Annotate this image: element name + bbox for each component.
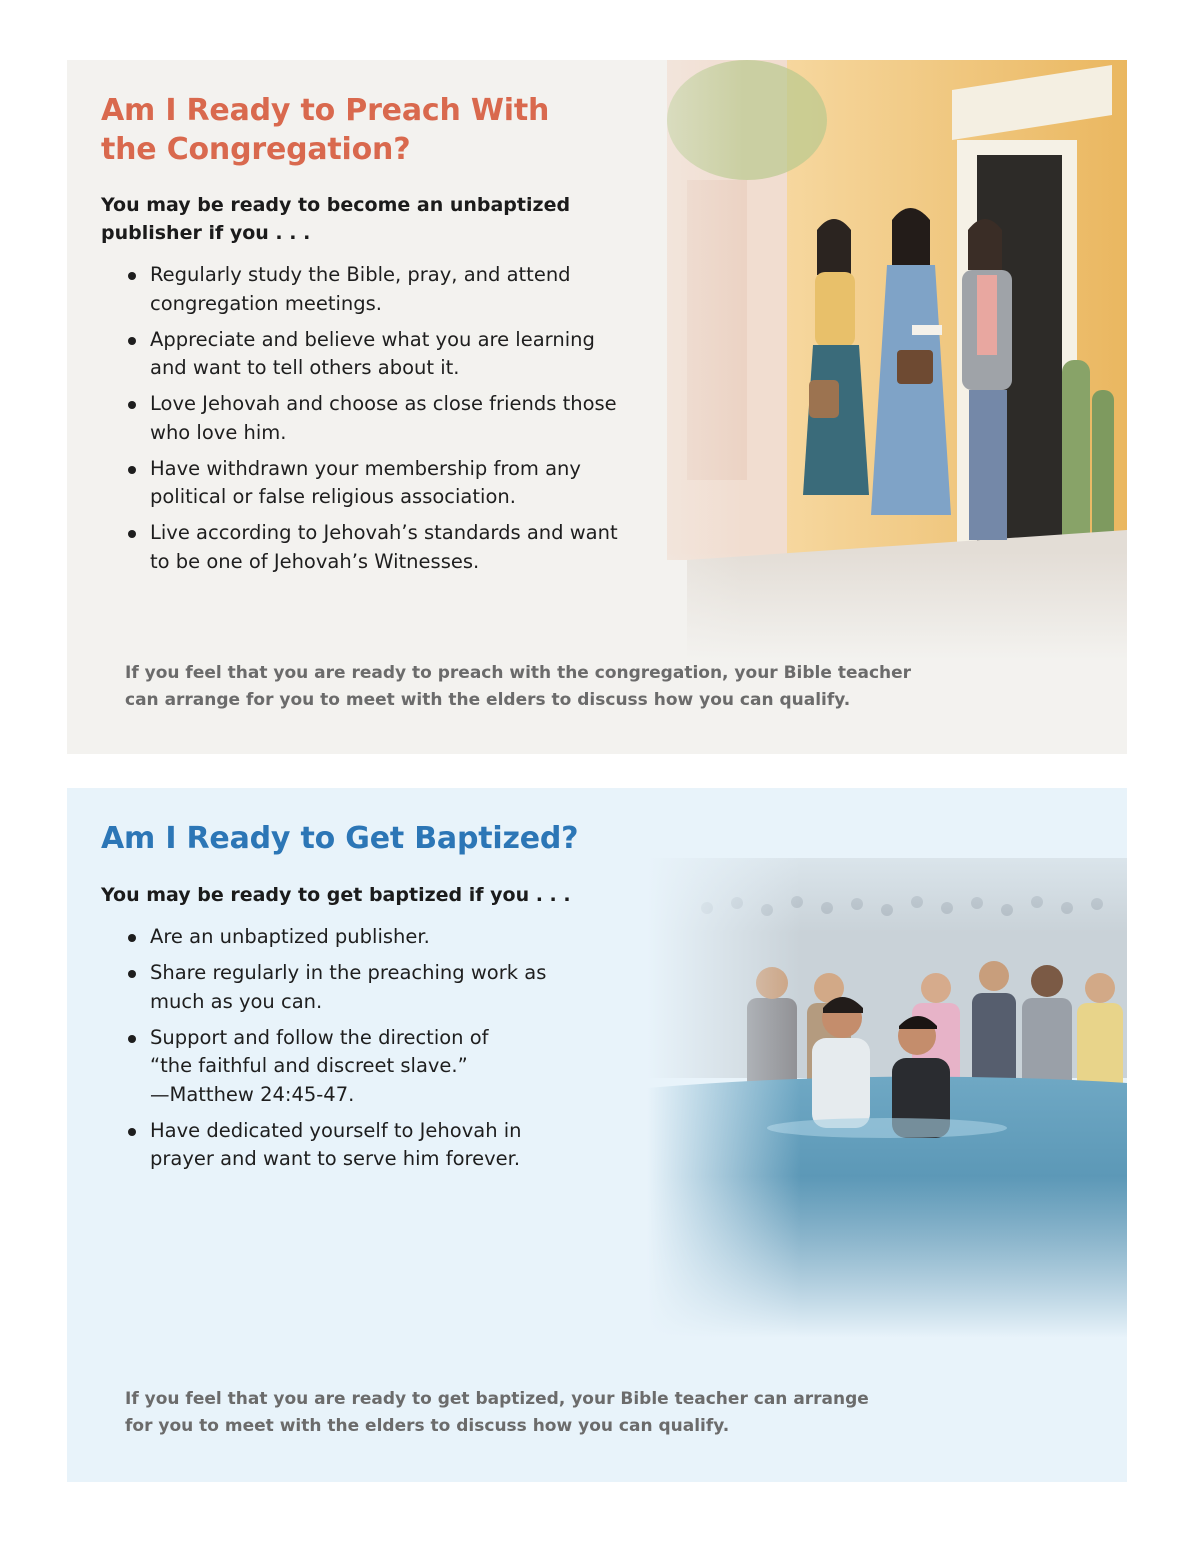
footer-line-1: If you feel that you are ready to preach with the congregation, your Bible teacher [125, 663, 912, 683]
list-item: Regularly study the Bible, pray, and attend congregation meetings. [125, 261, 625, 318]
list-item: Appreciate and believe what you are learning and want to tell others about it. [125, 326, 625, 383]
preach-section [67, 60, 1127, 754]
baptism-section-title: Am I Ready to Get Baptized? [101, 821, 579, 856]
bullet-line: Support and follow the direction of [150, 1025, 489, 1049]
footer-line-2: can arrange for you to meet with the elders to discuss how you can qualify. [125, 690, 851, 710]
title-line-2: the Congregation? [101, 132, 411, 167]
list-item [125, 1024, 585, 1110]
intro-line-2: publisher if you . . . [101, 222, 311, 244]
list-item: Have withdrawn your membership from any political or false religious association. [125, 455, 625, 512]
preach-intro [101, 191, 601, 247]
list-item: Have dedicated yourself to Jehovah in prayer and want to serve him forever. [125, 1117, 585, 1174]
baptism-intro: You may be ready to get baptized if you . . . [101, 884, 571, 906]
scripture-citation: —Matthew 24:45-47. [150, 1082, 355, 1106]
title-line-1: Am I Ready to Preach With [101, 93, 550, 128]
three-women-at-doorway-illustration [537, 60, 1127, 660]
baptism-section [67, 788, 1127, 1482]
baptism-qualifications-list [125, 923, 585, 1181]
list-item: Love Jehovah and choose as close friends those who love him. [125, 390, 625, 447]
list-item: Live according to Jehovah’s standards and want to be one of Jehovah’s Witnesses. [125, 519, 625, 576]
preach-section-title [101, 91, 581, 169]
preach-footer-note [125, 660, 915, 714]
list-item: Share regularly in the preaching work as much as you can. [125, 959, 585, 1016]
footer-line-1: If you feel that you are ready to get baptized, your Bible teacher can arrange [125, 1389, 869, 1409]
preach-qualifications-list [125, 261, 625, 584]
intro-line-1: You may be ready to become an unbaptized [101, 194, 571, 216]
bullet-line: “the faithful and discreet slave.” [150, 1054, 468, 1077]
baptism-pool-illustration [647, 798, 1127, 1338]
footer-line-2: for you to meet with the elders to discuss how you can qualify. [125, 1416, 730, 1436]
baptism-footer-note [125, 1386, 885, 1440]
list-item: Are an unbaptized publisher. [125, 923, 585, 952]
